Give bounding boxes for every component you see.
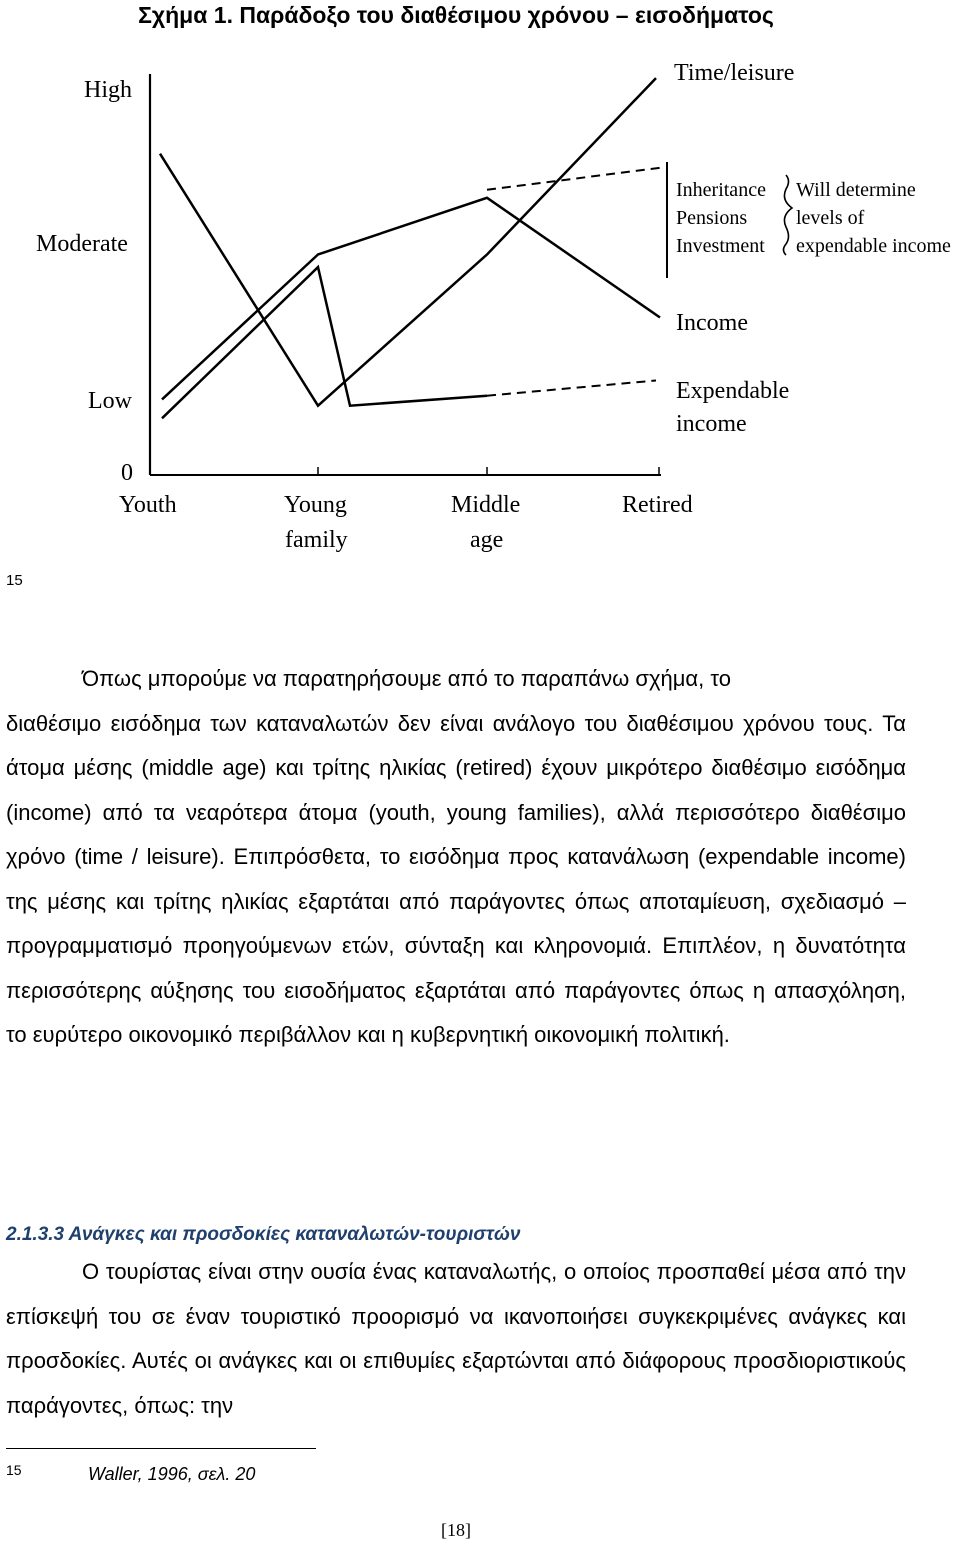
figure-footnote-ref: 15 xyxy=(6,572,23,589)
y-label-high: High xyxy=(84,77,132,103)
section-heading: 2.1.3.3 Ανάγκες και προσδοκίες καταναλωτών-τουριστών xyxy=(6,1224,521,1245)
footnote-separator xyxy=(6,1448,316,1449)
leisure-income-chart xyxy=(0,44,960,564)
label-expendable-1: Expendable xyxy=(676,378,790,404)
x-label-family: family xyxy=(285,527,348,553)
x-label-youth: Youth xyxy=(119,492,177,518)
footnote-number: 15 xyxy=(6,1462,22,1478)
line-expendable-projection xyxy=(487,381,656,396)
label-income: Income xyxy=(676,310,748,336)
line-expendable-income xyxy=(162,267,487,418)
y-label-low: Low xyxy=(88,388,132,414)
x-label-young: Young xyxy=(284,492,347,518)
determine-line-2: levels of xyxy=(796,207,865,229)
label-time-leisure: Time/leisure xyxy=(674,60,795,86)
footnote-text: Waller, 1996, σελ. 20 xyxy=(88,1464,256,1484)
line-income xyxy=(162,198,660,400)
paragraph-2-text: Ο τουρίστας είναι στην ουσία ένας καταναλωτής, ο οποίος προσπαθεί μέσα από την επίσκεψή του σε έναν τουριστικό προορισμό να ικανοποιήσει συγκεκριμένες ανάγκες και προσδοκίες. Αυτές οι ανάγκες και οι επιθυμίες εξαρτώνται από διάφορους προσδιοριστικούς παράγοντες, όπως: την xyxy=(6,1259,906,1418)
line-income-projection xyxy=(487,168,660,190)
x-label-middle: Middle xyxy=(451,492,521,518)
x-label-retired: Retired xyxy=(622,492,693,518)
determine-line-1: Will determine xyxy=(796,179,916,201)
determine-brace xyxy=(784,175,793,255)
determine-line-3: expendable income xyxy=(796,235,951,257)
factor-inheritance: Inheritance xyxy=(676,179,766,201)
y-label-moderate: Moderate xyxy=(36,231,128,257)
factor-investment: Investment xyxy=(676,235,765,257)
line-time-leisure xyxy=(160,78,656,406)
paragraph-1-first-line: Όπως μπορούμε να παρατηρήσουμε από το παραπάνω σχήμα, το xyxy=(82,666,731,691)
body-paragraph-2 xyxy=(6,1250,906,1428)
body-paragraph-1 xyxy=(6,657,906,1058)
figure-title: Σχήμα 1. Παράδοξο του διαθέσιμου χρόνου – εισοδήματος xyxy=(138,2,774,28)
y-label-zero: 0 xyxy=(121,460,133,486)
factor-pensions: Pensions xyxy=(676,207,748,229)
x-label-age: age xyxy=(470,527,504,553)
page-number: [18] xyxy=(441,1520,471,1540)
label-expendable-2: income xyxy=(676,411,747,437)
paragraph-1-text: διαθέσιμο εισόδημα των καταναλωτών δεν είναι ανάλογο του διαθέσιμου χρόνου τους. Τα άτομα μέσης (middle age) και τρίτης ηλικίας (retired) έχουν μικρότερο διαθέσιμο εισόδημα (income) από τα νεαρότερα άτομα (youth, young families), αλλά περισσότερο διαθέσιμο χρόνο (time / leisure). Επιπρόσθετα, το εισόδημα προς κατανάλωση (expendable income) της μέσης και τρίτης ηλικίας εξαρτάται από παράγοντες όπως αποταμίευση, σχεδιασμό – προγραμματισμό προηγούμενων ετών, σύνταξη και κληρονομιά. Επιπλέον, η δυνατότητα περισσότερης αύξησης του εισοδήματος εξαρτάται από παράγοντες όπως η απασχόληση, το ευρύτερο οικονομικό περιβάλλον και η κυβερνητική οικονομική πολιτική. xyxy=(6,710,906,1047)
